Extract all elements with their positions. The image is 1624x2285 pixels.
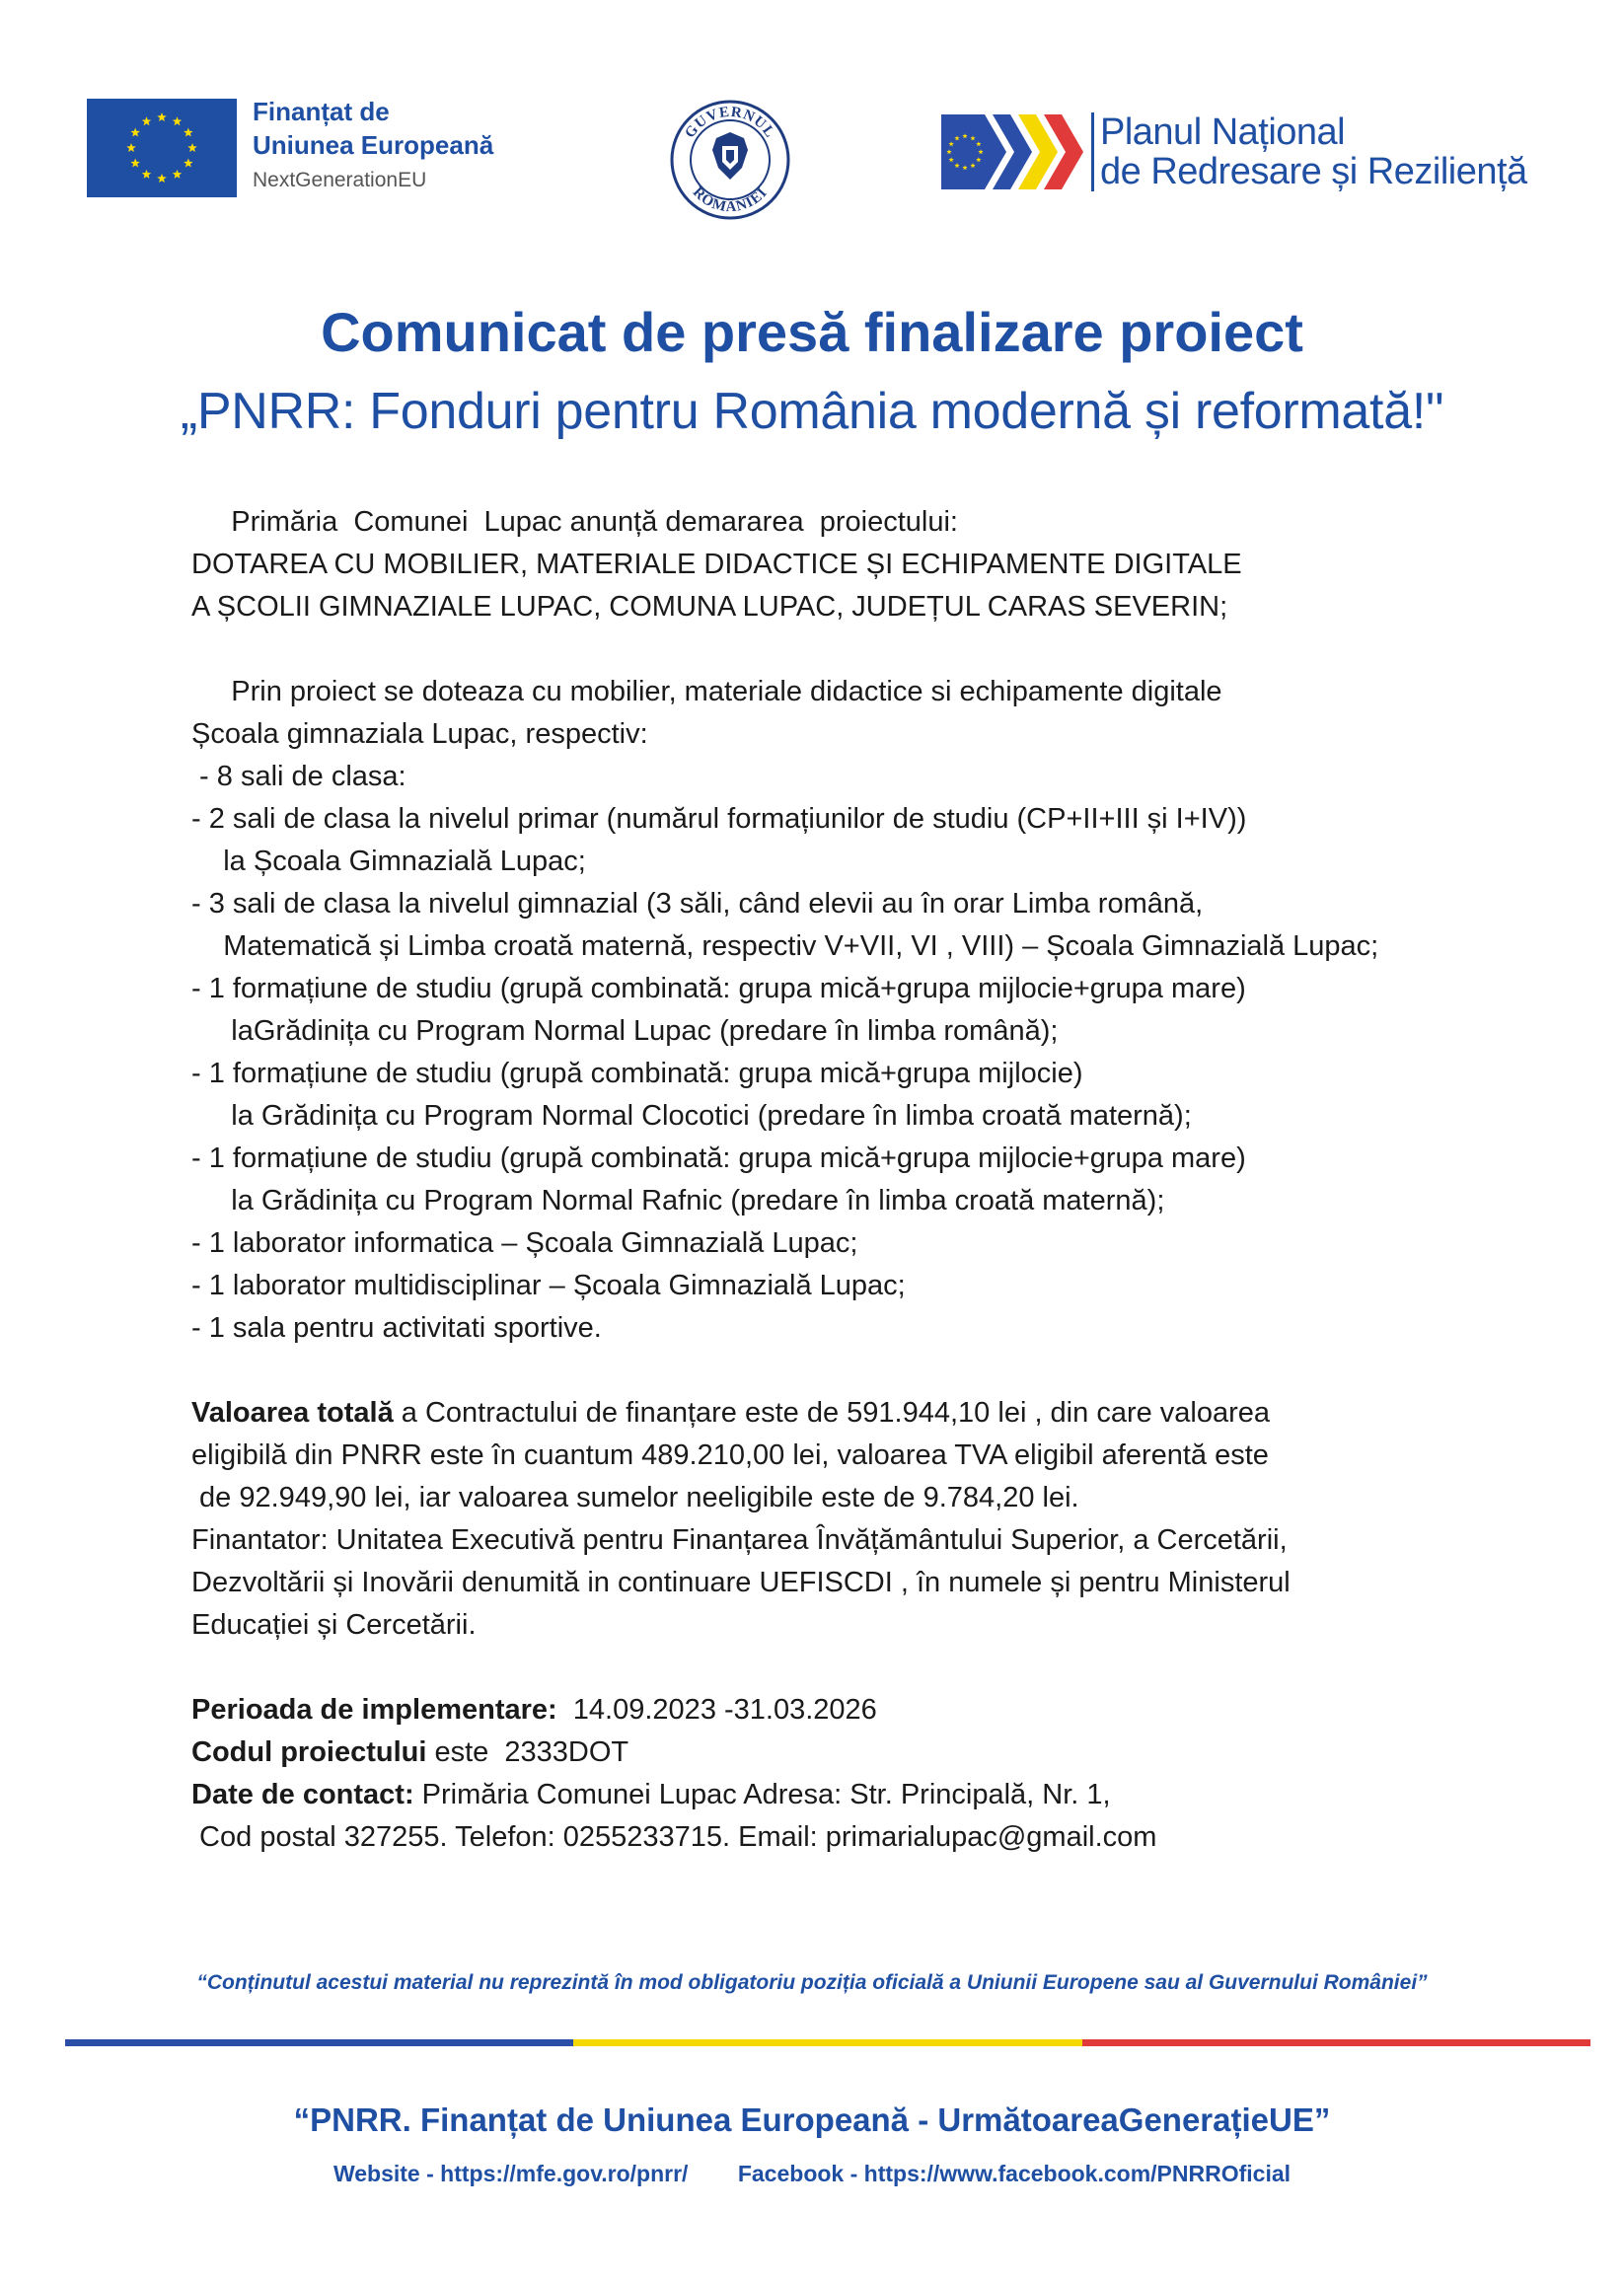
financer-line: Finantator: Unitatea Executivă pentru Finanțarea Învățământului Superior, a Cercetării,: [191, 1524, 1288, 1556]
list-item: la Grădinița cu Program Normal Clocotici (predare în limba croată maternă);: [191, 1100, 1192, 1132]
list-item: - 1 formațiune de studiu (grupă combinată: grupa mică+grupa mijlocie+grupa mare): [191, 973, 1246, 1004]
eu-line-3: NextGenerationEU: [253, 169, 427, 191]
intro-line: DOTAREA CU MOBILIER, MATERIALE DIDACTICE ȘI ECHIPAMENTE DIGITALE: [191, 549, 1242, 580]
contact-value: Primăria Comunei Lupac Adresa: Str. Principală, Nr. 1,: [413, 1779, 1111, 1810]
description-line: Școala gimnaziala Lupac, respectiv:: [191, 718, 648, 750]
list-item: - 1 sala pentru activitati sportive.: [191, 1312, 602, 1344]
pnrr-line-1: Planul Național: [1100, 111, 1346, 153]
period-label: Perioada de implementare:: [191, 1694, 557, 1726]
period-value: 14.09.2023 -31.03.2026: [556, 1694, 877, 1726]
footer-slogan: “PNRR. Finanțat de Uniunea Europeană - UrmătoareaGenerațieUE”: [293, 2101, 1331, 2138]
list-item: - 2 sali de clasa la nivelul primar (numărul formațiunilor de studiu (CP+II+III și I+IV)): [191, 803, 1247, 835]
romanian-government-seal-icon: [669, 99, 791, 221]
value-line: de 92.949,90 lei, iar valoarea sumelor neeligibile este de 9.784,20 lei.: [191, 1482, 1079, 1513]
list-item: - 1 laborator informatica – Școala Gimnazială Lupac;: [191, 1227, 858, 1259]
contact-line-2: Cod postal 327255. Telefon: 0255233715. Email: primarialupac@gmail.com: [191, 1821, 1157, 1853]
list-item: la Școala Gimnazială Lupac;: [191, 846, 586, 877]
equipment-list: [191, 756, 1573, 1350]
eu-flag-icon: [87, 99, 237, 197]
code-value: este 2333DOT: [426, 1736, 629, 1768]
pnrr-label: [1091, 112, 1554, 191]
list-item: - 3 sali de clasa la nivelul gimnazial (3 săli, când elevii au în orar Limba română,: [191, 888, 1204, 920]
list-item: - 1 laborator multidisciplinar – Școala Gimnazială Lupac;: [191, 1270, 906, 1301]
eu-funding-label: [253, 95, 578, 197]
pnrr-logo-icon: [941, 111, 1099, 193]
code-line: [191, 1732, 1573, 1774]
disclaimer: “Conținutul acestui material nu reprezintă în mod obligatoriu poziția oficială a Uniunii Europene sau al Guvernului României”: [196, 1971, 1428, 1994]
financer-line: Educației și Cercetării.: [191, 1609, 477, 1641]
press-release-body: [191, 501, 1573, 1859]
website-link[interactable]: Website - https://mfe.gov.ro/pnrr/: [332, 2161, 689, 2186]
intro-line: A ȘCOLII GIMNAZIALE LUPAC, COMUNA LUPAC, JUDEȚUL CARAS SEVERIN;: [191, 591, 1228, 623]
page-title: Comunicat de presă finalizare proiect: [321, 301, 1303, 363]
eu-line-1: Finanțat de: [253, 97, 390, 126]
contact-line: [191, 1774, 1573, 1816]
page-subtitle: „PNRR: Fonduri pentru România modernă și reformată!": [180, 383, 1444, 440]
intro-line: Primăria Comunei Lupac anunță demararea proiectului:: [191, 506, 958, 538]
contact-label: Date de contact:: [191, 1779, 414, 1810]
period-line: [191, 1689, 1573, 1732]
code-label: Codul proiectului: [191, 1736, 427, 1768]
seal-top-text: GUVERNUL: [682, 104, 778, 141]
value-label: Valoarea totală: [191, 1397, 394, 1429]
list-item: - 1 formațiune de studiu (grupă combinată: grupa mică+grupa mijlocie): [191, 1058, 1083, 1089]
value-line: eligibilă din PNRR este în cuantum 489.210,00 lei, valoarea TVA eligibil aferentă este: [191, 1439, 1269, 1471]
facebook-link[interactable]: Facebook - https://www.facebook.com/PNRROficial: [737, 2161, 1292, 2186]
value-line-rest: a Contractului de finanțare este de 591.944,10 lei , din care valoarea: [393, 1397, 1271, 1429]
footer-links: [0, 2161, 1624, 2187]
financer-line: Dezvoltării și Inovării denumită in continuare UEFISCDI , în numele și pentru Ministerul: [191, 1567, 1291, 1598]
value-line: [191, 1392, 1573, 1435]
tricolor-stripe: [65, 2039, 1590, 2046]
seal-bottom-text: ROMÂNIEI: [689, 184, 772, 216]
list-item: Matematică și Limba croată maternă, respectiv V+VII, VI , VIII) – Școala Gimnazială Lupac;: [191, 930, 1379, 962]
pnrr-line-2: de Redresare și Reziliență: [1100, 151, 1527, 192]
description-line: Prin proiect se doteaza cu mobilier, materiale didactice si echipamente digitale: [191, 676, 1222, 707]
list-item: - 8 sali de clasa:: [191, 761, 406, 792]
list-item: - 1 formațiune de studiu (grupă combinată: grupa mică+grupa mijlocie+grupa mare): [191, 1142, 1246, 1174]
list-item: laGrădinița cu Program Normal Lupac (predare în limba română);: [191, 1015, 1059, 1047]
list-item: la Grădinița cu Program Normal Rafnic (predare în limba croată maternă);: [191, 1185, 1165, 1216]
eu-line-2: Uniunea Europeană: [253, 130, 494, 160]
